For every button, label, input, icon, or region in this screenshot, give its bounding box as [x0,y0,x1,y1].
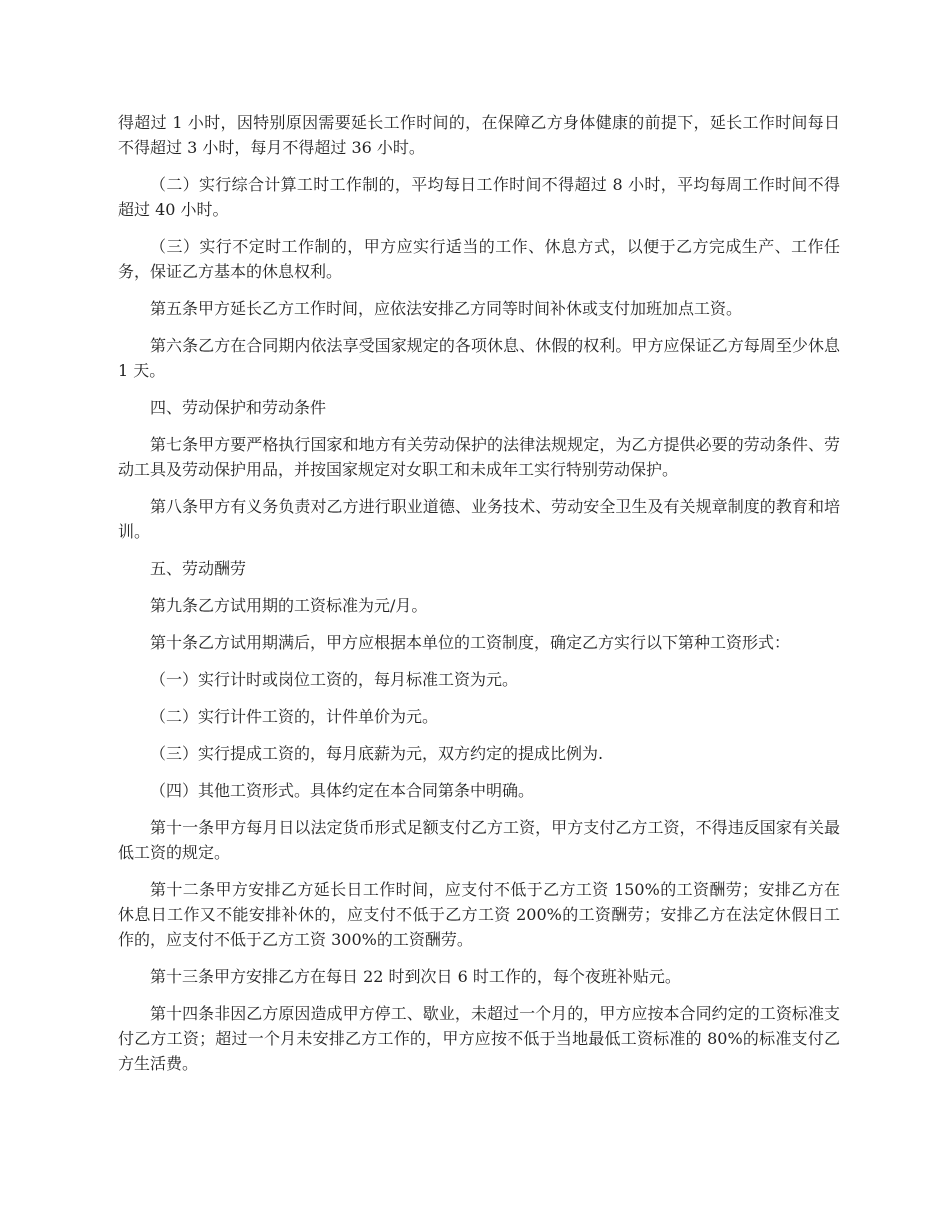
section-heading: 五、劳动酬劳 [150,559,247,578]
paragraph: （一）实行计时或岗位工资的，每月标准工资为元。 [150,670,519,689]
paragraph: 第十二条甲方安排乙方延长日工作时间，应支付不低于乙方工资 150%的工资酬劳；安排乙方在休息日工作又不能安排补休的，应支付不低于乙方工资 200%的工资酬劳；安排乙方在法定休假日工作的，应支付不低于乙方工资 300%的工资酬劳。 [118,880,840,949]
paragraph: （四）其他工资形式。具体约定在本合同第条中明确。 [150,781,535,800]
paragraph: 第十条乙方试用期满后，甲方应根据本单位的工资制度，确定乙方实行以下第种工资形式： [150,633,791,652]
paragraph: 得超过 1 小时，因特别原因需要延长工作时间的，在保障乙方身体健康的前提下，延长工作时间每日不得超过 3 小时，每月不得超过 36 小时。 [118,113,840,157]
paragraph: （二）实行综合计算工时工作制的，平均每日工作时间不得超过 8 小时，平均每周工作时间不得超过 40 小时。 [118,175,840,219]
paragraph: 第九条乙方试用期的工资标准为元/月。 [150,596,428,615]
paragraph: 第七条甲方要严格执行国家和地方有关劳动保护的法律法规规定，为乙方提供必要的劳动条件、劳动工具及劳动保护用品，并按国家规定对女职工和未成年工实行特别劳动保护。 [118,435,840,479]
paragraph: 第十一条甲方每月日以法定货币形式足额支付乙方工资，甲方支付乙方工资，不得违反国家有关最低工资的规定。 [118,818,840,862]
paragraph: （三）实行不定时工作制的，甲方应实行适当的工作、休息方式，以便于乙方完成生产、工作任务，保证乙方基本的休息权利。 [118,237,840,281]
section-heading: 四、劳动保护和劳动条件 [150,398,327,417]
paragraph: 第六条乙方在合同期内依法享受国家规定的各项休息、休假的权利。甲方应保证乙方每周至少休息 1 天。 [118,336,840,380]
document-body [118,110,840,1088]
paragraph: 第五条甲方延长乙方工作时间，应依法安排乙方同等时间补休或支付加班加点工资。 [150,299,743,318]
paragraph: 第八条甲方有义务负责对乙方进行职业道德、业务技术、劳动安全卫生及有关规章制度的教育和培训。 [118,497,840,541]
paragraph: （二）实行计件工资的，计件单价为元。 [150,707,439,726]
paragraph: （三）实行提成工资的，每月底薪为元，双方约定的提成比例为. [150,744,604,763]
paragraph: 第十四条非因乙方原因造成甲方停工、歇业，未超过一个月的，甲方应按本合同约定的工资标准支付乙方工资；超过一个月未安排乙方工作的，甲方应按不低于当地最低工资标准的 80%的标准支付乙方生活费。 [118,1004,840,1073]
paragraph: 第十三条甲方安排乙方在每日 22 时到次日 6 时工作的，每个夜班补贴元。 [150,967,681,986]
